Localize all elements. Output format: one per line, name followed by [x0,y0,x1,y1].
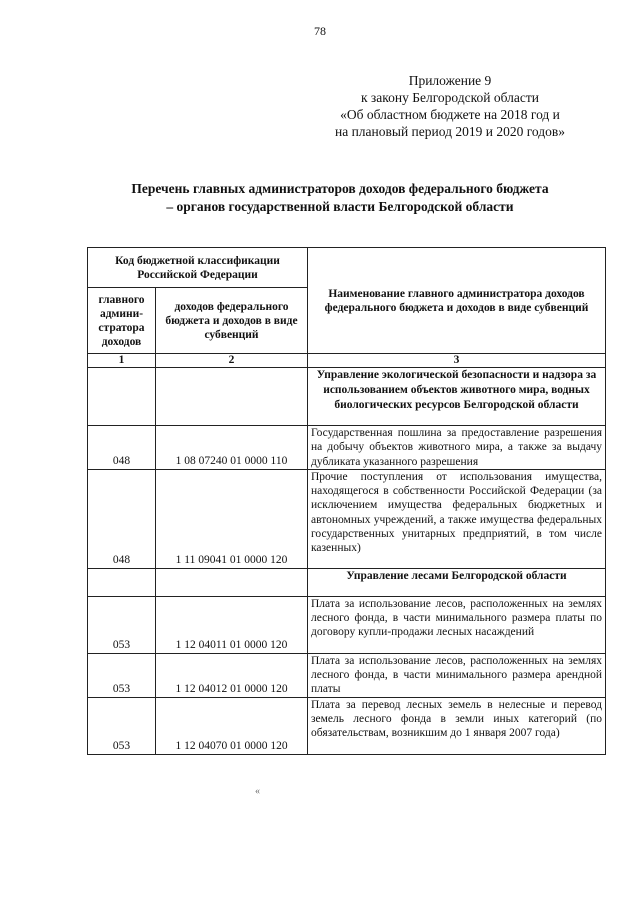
appendix-header [300,72,600,140]
table-row [88,697,606,754]
table-row [88,469,606,568]
appendix-line: к закону Белгородской области [361,90,539,105]
appendix-line: «Об областном бюджете на 2018 год и [340,107,560,122]
empty-cell [156,368,308,426]
admin-code: 053 [88,697,156,754]
revenue-name: Плата за использование лесов, расположенных на землях лесного фонда, в части минимального размера арендной платы [308,653,606,697]
revenue-code: 1 12 04012 01 0000 120 [156,653,308,697]
table-row [88,426,606,470]
column-number: 1 [88,354,156,368]
title-line: – органов государственной власти Белгородской области [166,199,514,214]
header-administrator-name: Наименование главного администратора доходов федерального бюджета и доходов в виде субвенций [308,248,606,354]
agency-row [88,368,606,426]
revenue-name: Плата за использование лесов, расположенных на землях лесного фонда, в части минимального размера платы по договору купли-продажи лесных насаждений [308,596,606,653]
page-number: 78 [314,24,326,38]
column-number-row [88,354,606,368]
agency-name: Управление лесами Белгородской области [308,568,606,596]
revenue-code: 1 12 04070 01 0000 120 [156,697,308,754]
revenue-name: Государственная пошлина за предоставление разрешения на добычу объектов животного мира, а также за выдачу дубликата указанного разрешения [308,426,606,470]
title-line: Перечень главных администраторов доходов федерального бюджета [131,181,549,196]
column-number: 2 [156,354,308,368]
appendix-line: на плановый период 2019 и 2020 годов» [334,124,565,139]
header-budget-classification: Код бюджетной классификации Российской Федерации [88,248,308,288]
revenue-code: 1 11 09041 01 0000 120 [156,469,308,568]
table-row [88,596,606,653]
revenue-code: 1 12 04011 01 0000 120 [156,596,308,653]
column-number: 3 [308,354,606,368]
agency-name: Управление экологической безопасности и надзора за использованием объектов животного мира, водных биологических ресурсов Белгородской области [308,368,606,426]
empty-cell [88,368,156,426]
revenue-name: Плата за перевод лесных земель в нелесные и перевод земель лесного фонда в земли иных категорий (по обязательствам, возникшим до 1 января 2007 года) [308,697,606,754]
administrators-table [87,247,606,755]
table-header-row [88,248,606,288]
revenue-code: 1 08 07240 01 0000 110 [156,426,308,470]
appendix-line: Приложение 9 [408,73,492,88]
header-revenue-code: доходов федерального бюджета и доходов в виде субвенций [156,288,308,354]
admin-code: 053 [88,596,156,653]
table-row [88,653,606,697]
agency-row [88,568,606,596]
empty-cell [88,568,156,596]
header-chief-administrator: главного админи-стратора доходов [88,288,156,354]
revenue-name: Прочие поступления от использования имущества, находящегося в собственности Российской Федерации (за исключением имущества федеральных бюджетных и автономных учреждений, а также имущества федеральных государственных унитарных предприятий, в том числе казенных) [308,469,606,568]
document-title [80,180,600,216]
empty-cell [156,568,308,596]
admin-code: 048 [88,469,156,568]
admin-code: 053 [88,653,156,697]
admin-code: 048 [88,426,156,470]
scan-mark: « [255,786,260,797]
